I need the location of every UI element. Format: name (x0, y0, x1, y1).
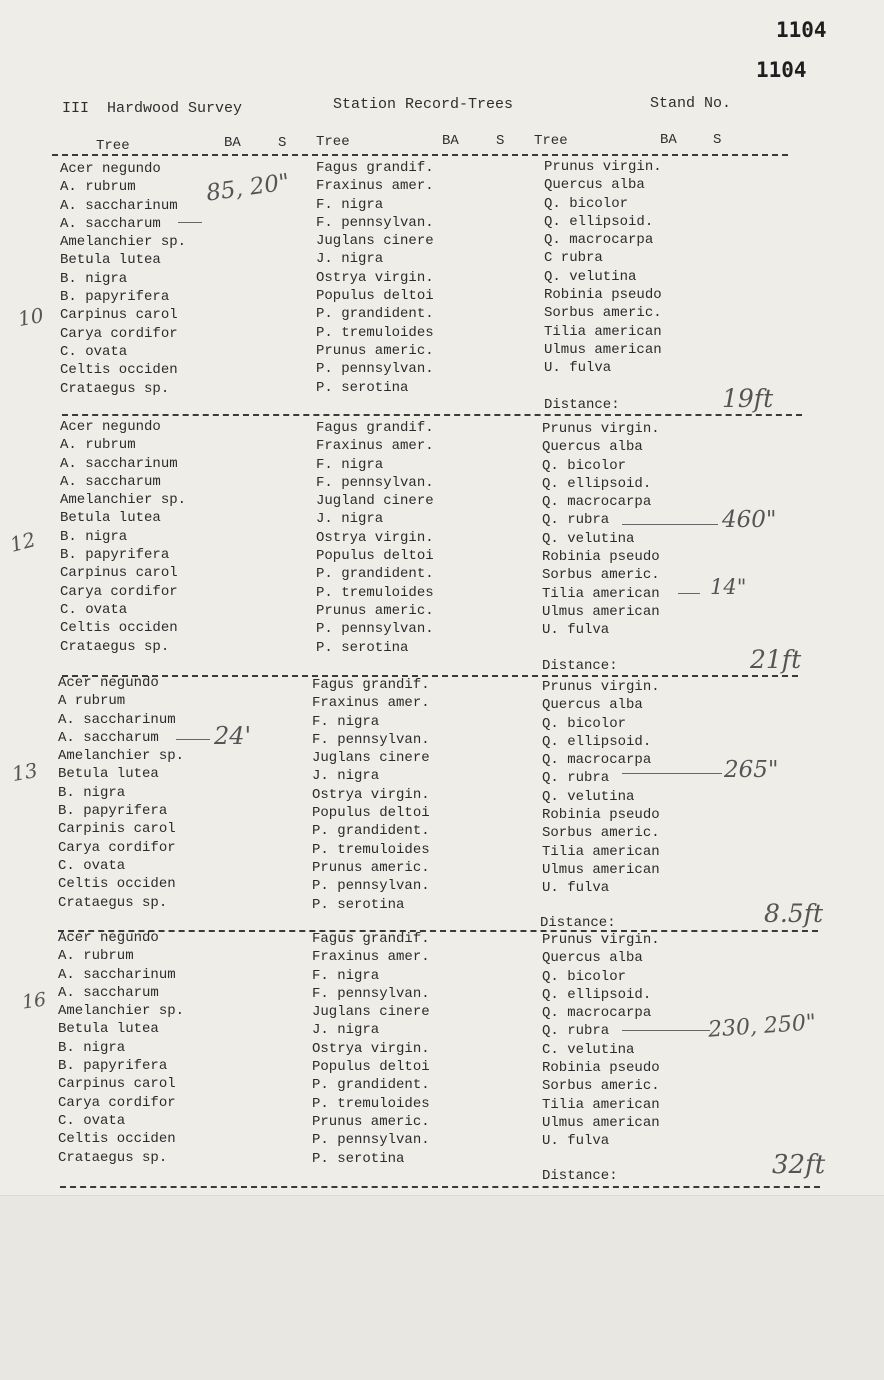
tree-name: F. nigra (316, 456, 384, 473)
tree-name: A. saccharinum (60, 197, 178, 214)
distance-value: 19ft (722, 384, 774, 413)
handwritten-ba-value: 265" (724, 757, 779, 783)
tree-name: Amelanchier sp. (58, 1003, 185, 1020)
col-header-ba-2: BA (442, 133, 459, 149)
tree-name: Carya cordifor (60, 583, 178, 600)
tree-name: Fraxinus amer. (312, 695, 430, 712)
tree-name: Sorbus americ. (542, 567, 660, 584)
tree-name: Tilia american (544, 323, 662, 340)
tree-name: Q. ellipsoid. (542, 986, 652, 1003)
stamp-number-bottom: 1104 (756, 58, 807, 82)
tree-name: Q. velutina (544, 268, 637, 285)
tree-name: Populus deltoi (312, 805, 430, 822)
tree-name: Carya cordifor (58, 839, 176, 856)
handwritten-ba-value: 230, 250" (707, 1010, 817, 1043)
annotation-leader (178, 222, 202, 223)
tree-name: F. pennsylvan. (312, 731, 430, 748)
tree-name: Juglans cinere (312, 750, 430, 767)
tree-name: Q. bicolor (542, 968, 627, 985)
tree-name: J. nigra (312, 1022, 380, 1039)
tree-name: C. ovata (60, 601, 128, 618)
tree-name: Juglans cinere (312, 1004, 430, 1021)
tree-name: Robinia pseudo (542, 1060, 660, 1077)
col-header-ba-3: BA (660, 132, 677, 148)
tree-name: Q. macrocarpa (542, 1005, 652, 1022)
tree-name: P. serotina (312, 896, 405, 913)
tree-name: P. tremuloides (312, 841, 430, 858)
section-3-col-3 (542, 678, 660, 898)
tree-name: Ulmus american (542, 603, 660, 620)
tree-name: A. saccharum (60, 473, 161, 490)
tree-name: Q. bicolor (542, 457, 627, 474)
tree-name: Fraxinus amer. (316, 438, 434, 455)
tree-name: Prunus americ. (312, 859, 430, 876)
section-1-col-2 (316, 159, 434, 397)
tree-name: Populus deltoi (312, 1059, 430, 1076)
tree-name: Fagus grandif. (316, 420, 434, 436)
tree-name: Quercus alba (542, 697, 643, 714)
tree-name: J. nigra (316, 511, 384, 528)
tree-name: Quercus alba (542, 439, 643, 456)
tree-name: A. saccharinum (58, 966, 176, 983)
tree-name: B. papyrifera (60, 289, 170, 306)
tree-name: P. pennsylvan. (312, 878, 430, 895)
tree-name: Quercus alba (542, 950, 643, 967)
col-header-tree-1: Tree (96, 138, 130, 154)
tree-name: Celtis occiden (58, 876, 176, 893)
tree-name: Quercus alba (544, 177, 645, 194)
tree-name: Fraxinus amer. (312, 949, 430, 966)
tree-name: F. nigra (312, 713, 380, 730)
tree-name: Populus deltoi (316, 548, 434, 565)
tree-name: C. ovata (58, 857, 126, 874)
tree-name: C. velutina (542, 1041, 635, 1058)
tree-name: F. nigra (316, 196, 384, 213)
tree-name: Q. macrocarpa (542, 494, 652, 511)
tree-name: B. papyrifera (58, 803, 168, 820)
margin-note: 13 (10, 757, 40, 787)
tree-name: P. serotina (312, 1150, 405, 1167)
tree-name: Robinia pseudo (542, 807, 660, 824)
annotation-leader (622, 524, 718, 525)
col-header-s-1: S (278, 135, 287, 151)
tree-name: Fagus grandif. (316, 160, 434, 176)
tree-name: Prunus americ. (312, 1113, 430, 1130)
tree-name: Prunus americ. (316, 602, 434, 619)
tree-name: Acer negundo (58, 930, 159, 946)
tree-name: Q. velutina (542, 530, 635, 547)
tree-name: Ostrya virgin. (316, 269, 434, 286)
tree-name: U. fulva (542, 1133, 610, 1150)
tree-name: A. saccharinum (58, 711, 176, 728)
section-1-col-3 (544, 158, 662, 378)
tree-name: Jugland cinere (316, 493, 434, 510)
tree-name: B. nigra (58, 1039, 126, 1056)
section-1-col-1 (60, 160, 186, 398)
tree-name: P. serotina (316, 639, 409, 656)
tree-name: Carya cordifor (58, 1094, 176, 1111)
distance-label: Distance: (542, 658, 618, 674)
tree-name: Populus deltoi (316, 288, 434, 305)
stand-number-label: Stand No. (650, 95, 732, 112)
tree-name: B. papyrifera (60, 547, 170, 564)
annotation-leader (622, 773, 722, 774)
tree-name: P. tremuloides (312, 1095, 430, 1112)
section-3-col-2 (312, 676, 430, 914)
section-3-col-1 (58, 674, 184, 912)
tree-name: Prunus virgin. (542, 932, 660, 948)
paper-fold-lower (0, 1195, 884, 1380)
tree-name: Crataegus sp. (58, 1149, 168, 1166)
tree-name: Ulmus american (542, 1114, 660, 1131)
tree-name: Prunus virgin. (544, 159, 662, 175)
handwritten-ba-value: 14" (710, 575, 747, 599)
section-divider (62, 414, 802, 416)
tree-name: Crataegus sp. (60, 380, 170, 397)
tree-name: A. saccharinum (60, 455, 178, 472)
tree-name: Ulmus american (542, 861, 660, 878)
tree-name: F. pennsylvan. (312, 985, 430, 1002)
tree-name: B. nigra (58, 784, 126, 801)
tree-name: Ostrya virgin. (312, 1040, 430, 1057)
tree-name: Amelanchier sp. (58, 748, 185, 765)
tree-name: F. pennsylvan. (316, 214, 434, 231)
tree-name: Q. rubra (542, 1023, 610, 1040)
section-2-col-1 (60, 418, 186, 656)
tree-name: Celtis occiden (60, 362, 178, 379)
tree-name: Q. macrocarpa (544, 232, 654, 249)
col-header-tree-3: Tree (534, 133, 568, 149)
section-2-col-2 (316, 419, 434, 657)
tree-name: Acer negundo (60, 419, 161, 435)
tree-name: C rubra (544, 250, 603, 267)
col-header-tree-2: Tree (316, 134, 350, 150)
tree-name: Sorbus americ. (542, 825, 660, 842)
tree-name: Acer negundo (58, 675, 159, 691)
distance-label: Distance: (540, 915, 616, 931)
section-4-col-1 (58, 929, 184, 1167)
tree-name: Sorbus americ. (542, 1078, 660, 1095)
tree-name: P. pennsylvan. (312, 1132, 430, 1149)
tree-name: Q. ellipsoid. (542, 733, 652, 750)
section-4-col-3 (542, 931, 660, 1151)
tree-name: Juglans cinere (316, 233, 434, 250)
section-2-col-3 (542, 420, 660, 640)
tree-name: U. fulva (542, 880, 610, 897)
section-4-col-2 (312, 930, 430, 1168)
col-header-s-2: S (496, 133, 505, 149)
tree-name: Q. ellipsoid. (542, 475, 652, 492)
tree-name: B. nigra (60, 528, 128, 545)
distance-value: 32ft (772, 1150, 826, 1180)
tree-name: C. ovata (58, 1112, 126, 1129)
tree-name: Q. bicolor (544, 195, 629, 212)
tree-name: A. saccharum (58, 729, 159, 746)
tree-name: Q. velutina (542, 788, 635, 805)
tree-name: A. rubrum (58, 948, 134, 965)
tree-name: Tilia american (542, 843, 660, 860)
tree-name: P. grandident. (312, 823, 430, 840)
tree-name: P. tremuloides (316, 324, 434, 341)
distance-label: Distance: (542, 1168, 618, 1184)
tree-name: P. serotina (316, 379, 409, 396)
distance-value: 21ft (750, 645, 802, 674)
distance-label: Distance: (544, 397, 620, 413)
tree-name: Celtis occiden (60, 620, 178, 637)
distance-value: 8.5ft (764, 899, 824, 928)
tree-name: Fraxinus amer. (316, 178, 434, 195)
section-divider (60, 1186, 820, 1188)
handwritten-ba-value: 85, 20" (204, 169, 292, 207)
tree-name: Q. ellipsoid. (544, 213, 654, 230)
tree-name: Q. rubra (542, 770, 610, 787)
tree-name: U. fulva (542, 622, 610, 639)
tree-name: P. grandident. (312, 1077, 430, 1094)
tree-name: J. nigra (312, 768, 380, 785)
tree-name: C. ovata (60, 343, 128, 360)
header-divider (52, 154, 788, 156)
tree-name: Prunus virgin. (542, 421, 660, 437)
annotation-leader (622, 1030, 710, 1031)
tree-name: Acer negundo (60, 161, 161, 177)
tree-name: P. pennsylvan. (316, 361, 434, 378)
tree-name: Prunus virgin. (542, 679, 660, 695)
tree-name: A. saccharum (58, 984, 159, 1001)
tree-name: Ostrya virgin. (312, 786, 430, 803)
tree-name: P. pennsylvan. (316, 621, 434, 638)
annotation-leader (678, 593, 700, 594)
tree-name: Carpinus carol (60, 307, 178, 324)
tree-name: Fagus grandif. (312, 677, 430, 693)
tree-name: Q. rubra (542, 512, 610, 529)
tree-name: Betula lutea (58, 1021, 159, 1038)
col-header-s-3: S (713, 132, 722, 148)
tree-name: Amelanchier sp. (60, 492, 187, 509)
col-header-ba-1: BA (224, 135, 241, 151)
tree-name: P. tremuloides (316, 584, 434, 601)
tree-name: Betula lutea (60, 510, 161, 527)
margin-note: 12 (7, 527, 39, 557)
tree-name: A rubrum (58, 693, 126, 710)
tree-name: F. nigra (312, 967, 380, 984)
tree-name: Amelanchier sp. (60, 234, 187, 251)
tree-name: U. fulva (544, 360, 612, 377)
tree-name: Robinia pseudo (544, 287, 662, 304)
tree-name: Fagus grandif. (312, 931, 430, 947)
margin-note: 10 (16, 302, 46, 332)
tree-name: Q. bicolor (542, 715, 627, 732)
tree-name: Carpinus carol (60, 565, 178, 582)
tree-name: Ulmus american (544, 341, 662, 358)
tree-name: P. grandident. (316, 566, 434, 583)
survey-title: III Hardwood Survey (62, 100, 243, 117)
handwritten-ba-value: 24' (214, 722, 252, 750)
annotation-leader (176, 739, 210, 740)
margin-note: 16 (20, 988, 48, 1014)
tree-name: P. grandident. (316, 306, 434, 323)
stamp-number-top: 1104 (776, 18, 827, 42)
tree-name: A. rubrum (60, 179, 136, 196)
tree-name: Betula lutea (58, 766, 159, 783)
handwritten-ba-value: 460" (722, 507, 777, 533)
tree-name: A. rubrum (60, 437, 136, 454)
tree-name: B. papyrifera (58, 1058, 168, 1075)
tree-name: Ostrya virgin. (316, 529, 434, 546)
tree-name: B. nigra (60, 270, 128, 287)
tree-name: Carpinis carol (58, 821, 176, 838)
tree-name: Prunus americ. (316, 342, 434, 359)
tree-name: Sorbus americ. (544, 305, 662, 322)
tree-name: Crataegus sp. (58, 894, 168, 911)
tree-name: Carpinus carol (58, 1076, 176, 1093)
tree-name: Celtis occiden (58, 1131, 176, 1148)
record-title: Station Record-Trees (333, 96, 514, 113)
tree-name: A. saccharum (60, 215, 161, 232)
tree-name: Robinia pseudo (542, 549, 660, 566)
tree-name: Carya cordifor (60, 325, 178, 342)
tree-name: Tilia american (542, 1096, 660, 1113)
tree-name: J. nigra (316, 251, 384, 268)
tree-name: Q. macrocarpa (542, 752, 652, 769)
tree-name: Crataegus sp. (60, 638, 170, 655)
tree-name: F. pennsylvan. (316, 474, 434, 491)
tree-name: Betula lutea (60, 252, 161, 269)
tree-name: Tilia american (542, 585, 660, 602)
